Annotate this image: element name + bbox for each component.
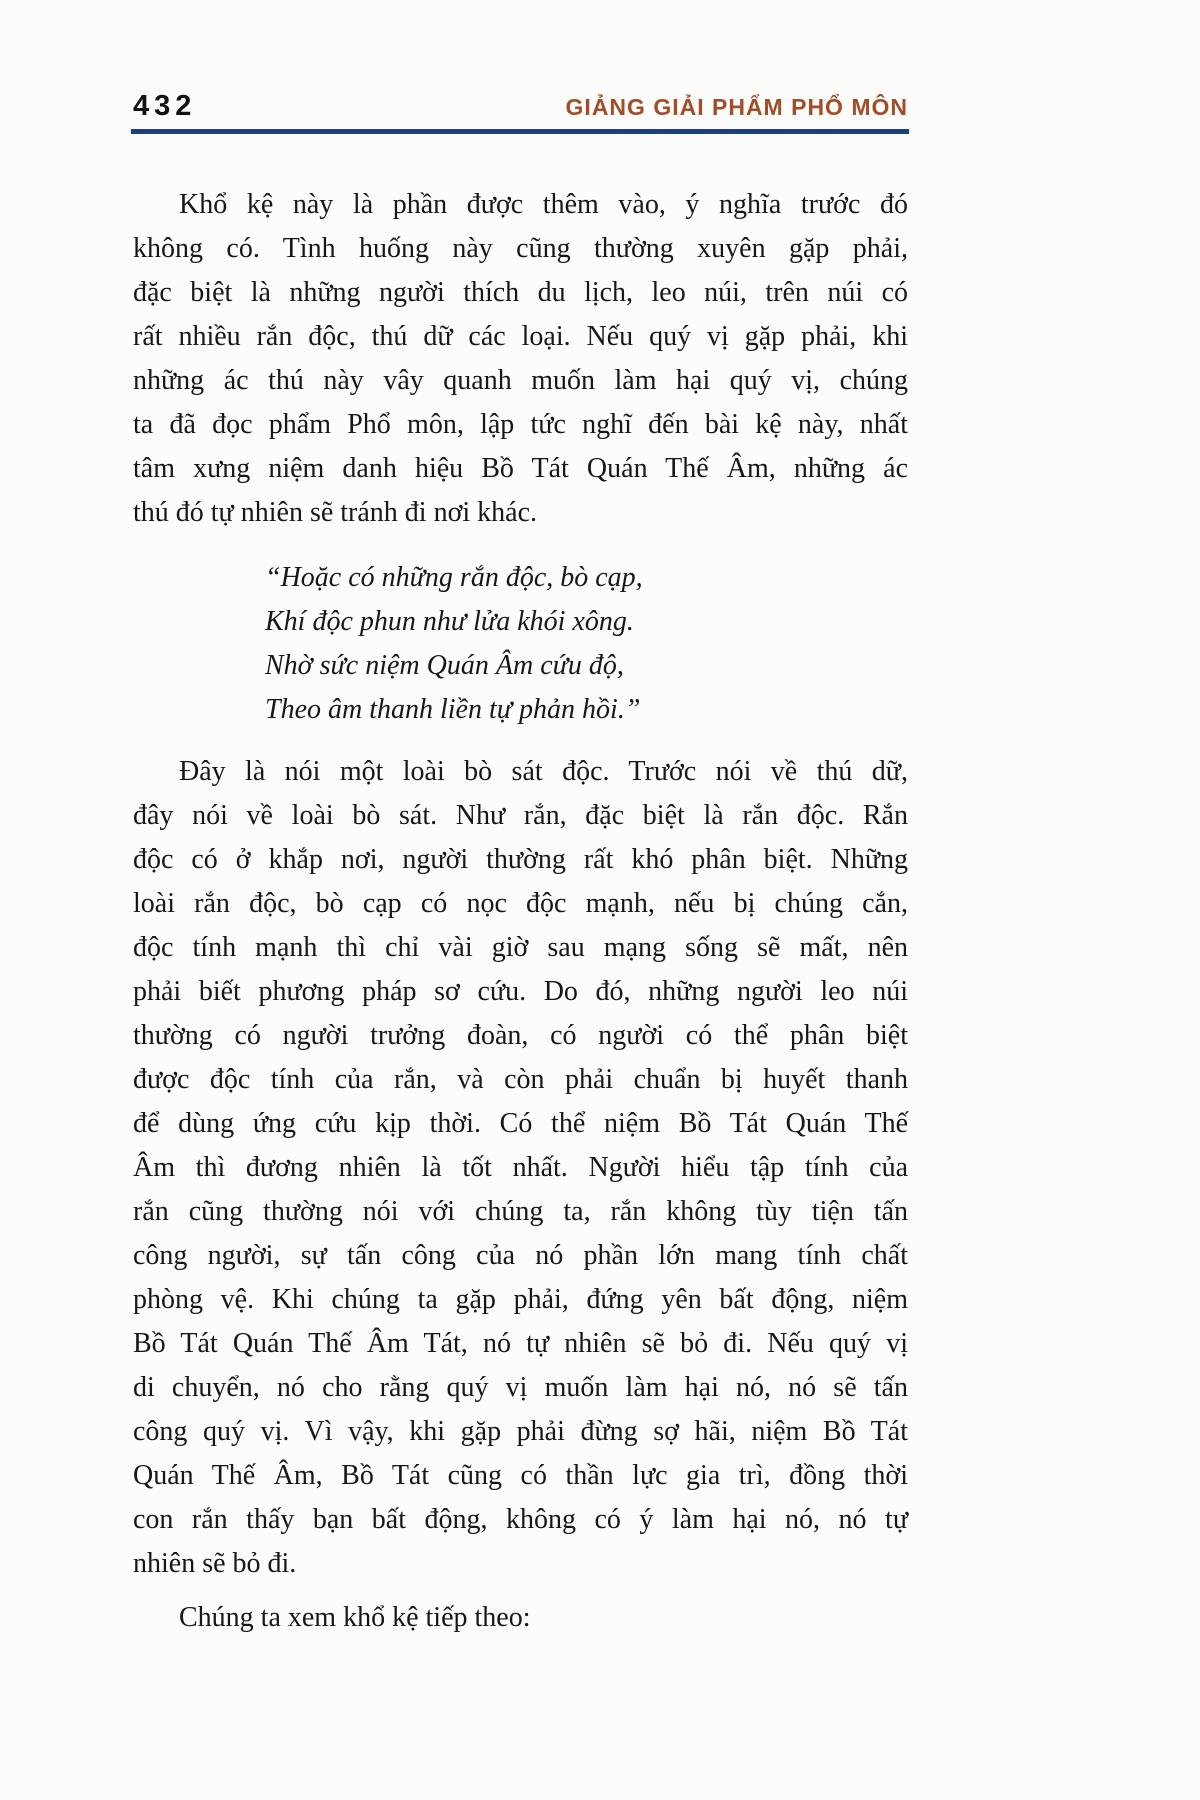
- text-line: không có. Tình huống này cũng thường xuyên gặp phải,: [133, 233, 908, 264]
- text-line: ta đã đọc phẩm Phổ môn, lập tức nghĩ đến bài kệ này, nhất: [133, 409, 908, 440]
- paragraph-3: [133, 1596, 908, 1640]
- page-header: [133, 90, 908, 123]
- text-line: Khổ kệ này là phần được thêm vào, ý nghĩa trước đó: [179, 189, 908, 220]
- text-line: độc có ở khắp nơi, người thường rất khó phân biệt. Những: [133, 844, 908, 875]
- text-line: những ác thú này vây quanh muốn làm hại quý vị, chúng: [133, 365, 908, 396]
- text-line: Đây là nói một loài bò sát độc. Trước nói về thú dữ,: [179, 756, 908, 787]
- text-line: Bồ Tát Quán Thế Âm Tát, nó tự nhiên sẽ bỏ đi. Nếu quý vị: [133, 1328, 908, 1359]
- paragraph-2: [133, 750, 908, 1586]
- header-rule-divider: [131, 129, 909, 134]
- text-line: Nhờ sức niệm Quán Âm cứu độ,: [265, 650, 624, 681]
- text-line: độc tính mạnh thì chỉ vài giờ sau mạng sống sẽ mất, nên: [133, 932, 908, 963]
- text-line: “Hoặc có những rắn độc, bò cạp,: [265, 562, 643, 593]
- text-line: thường có người trưởng đoàn, có người có thể phân biệt: [133, 1020, 908, 1051]
- text-line: Khí độc phun như lửa khói xông.: [265, 606, 634, 637]
- text-line: Quán Thế Âm, Bồ Tát cũng có thần lực gia trì, đồng thời: [133, 1460, 908, 1491]
- verse-quote-block: [133, 556, 908, 732]
- text-line: công người, sự tấn công của nó phần lớn mang tính chất: [133, 1240, 908, 1271]
- text-line: đặc biệt là những người thích du lịch, leo núi, trên núi có: [133, 277, 908, 308]
- text-line: di chuyển, nó cho rằng quý vị muốn làm hại nó, nó sẽ tấn: [133, 1372, 908, 1403]
- page-body: [133, 183, 908, 1640]
- text-line: được độc tính của rắn, và còn phải chuẩn bị huyết thanh: [133, 1064, 908, 1095]
- text-line: rất nhiều rắn độc, thú dữ các loại. Nếu quý vị gặp phải, khi: [133, 321, 908, 352]
- text-line: để dùng ứng cứu kịp thời. Có thể niệm Bồ Tát Quán Thế: [133, 1108, 908, 1139]
- text-line: tâm xưng niệm danh hiệu Bồ Tát Quán Thế Âm, những ác: [133, 453, 908, 484]
- text-line: Theo âm thanh liền tự phản hồi.”: [265, 694, 641, 725]
- running-title: GIẢNG GIẢI PHẨM PHỔ MÔN: [565, 94, 908, 120]
- text-line: Chúng ta xem khổ kệ tiếp theo:: [179, 1602, 531, 1633]
- text-line: loài rắn độc, bò cạp có nọc độc mạnh, nếu bị chúng cắn,: [133, 888, 908, 919]
- text-line: rắn cũng thường nói với chúng ta, rắn không tùy tiện tấn: [133, 1196, 908, 1227]
- text-line: công quý vị. Vì vậy, khi gặp phải đừng sợ hãi, niệm Bồ Tát: [133, 1416, 908, 1447]
- paragraph-1: [133, 183, 908, 535]
- page-number: 432: [133, 90, 197, 122]
- text-line: phòng vệ. Khi chúng ta gặp phải, đứng yên bất động, niệm: [133, 1284, 908, 1315]
- text-line: nhiên sẽ bỏ đi.: [133, 1548, 297, 1579]
- text-line: Âm thì đương nhiên là tốt nhất. Người hiểu tập tính của: [133, 1152, 908, 1183]
- text-line: thú đó tự nhiên sẽ tránh đi nơi khác.: [133, 497, 538, 528]
- text-line: phải biết phương pháp sơ cứu. Do đó, những người leo núi: [133, 976, 908, 1007]
- text-line: đây nói về loài bò sát. Như rắn, đặc biệt là rắn độc. Rắn: [133, 800, 908, 831]
- text-line: con rắn thấy bạn bất động, không có ý làm hại nó, nó tự: [133, 1504, 908, 1535]
